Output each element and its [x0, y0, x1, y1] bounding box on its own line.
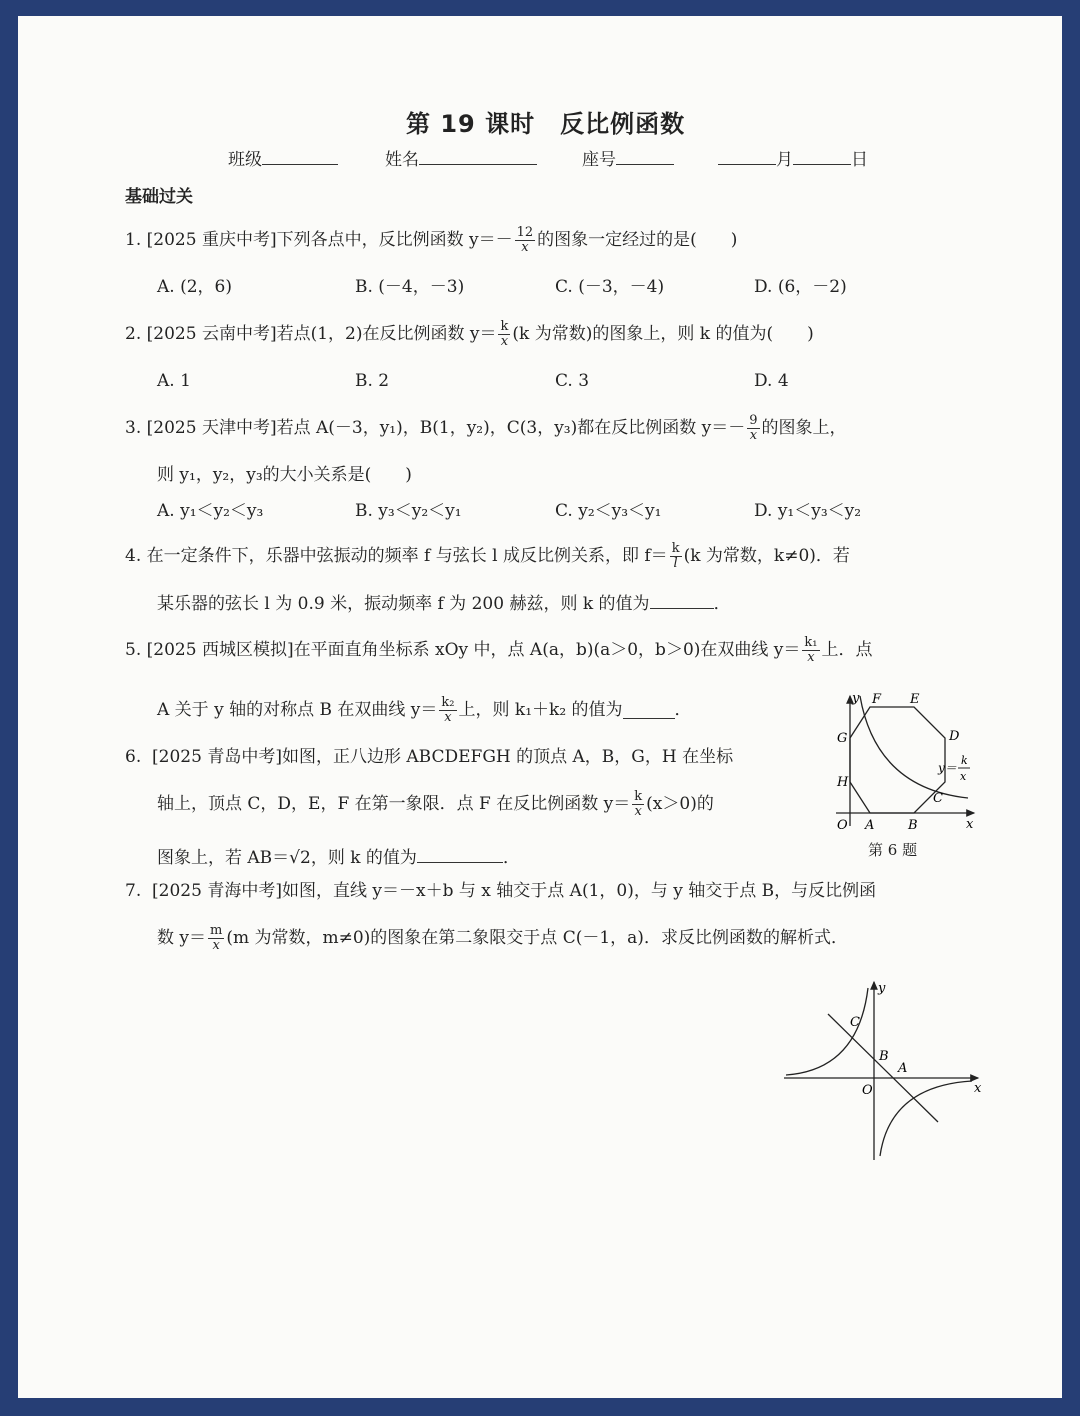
seat-field: [582, 148, 674, 171]
q3-option-d[interactable]: D. y₁＜y₃＜y₂: [754, 501, 862, 521]
q6-line-2: [157, 786, 714, 822]
q2-option-b[interactable]: B. 2: [355, 371, 390, 391]
q3-frac-num: 9: [749, 412, 758, 428]
q7-label-a: A: [898, 1061, 908, 1076]
question-7: [125, 880, 876, 902]
q5-end: ．: [674, 700, 692, 720]
q2-option-a[interactable]: A. 1: [157, 371, 191, 391]
q6-end: ．: [502, 848, 520, 868]
q7-line: [828, 1014, 938, 1122]
q6-curve-den: x: [960, 770, 967, 783]
q2-number: 2.: [125, 324, 142, 344]
class-field: [228, 148, 338, 171]
q6-frac-num: k: [634, 788, 643, 804]
q5-line-2: [157, 692, 692, 728]
q3-text-a: 若点 A(－3，y₁)，B(1，y₂)，C(3，y₃)都在反比例函数 y＝－: [276, 418, 746, 438]
q1-frac-den: x: [521, 239, 529, 255]
q1-option-b[interactable]: B. (－4，－3): [355, 277, 465, 297]
question-5: [125, 632, 873, 668]
q7-label-b: B: [879, 1049, 889, 1064]
q3-option-b[interactable]: B. y₃＜y₂＜y₁: [355, 501, 462, 521]
q1-option-c[interactable]: C. (－3，－4): [555, 277, 665, 297]
day-label: 日: [851, 150, 868, 170]
q6-label-x: x: [966, 817, 974, 832]
q5-line-2a: A 关于 y 轴的对称点 B 在双曲线 y＝: [157, 700, 438, 720]
q7-source: [2025 青海中考]: [152, 881, 282, 901]
worksheet-page: [18, 16, 1062, 1398]
q7-label-y: y: [878, 981, 886, 996]
section-heading: 基础过关: [125, 187, 193, 207]
q5-source: [2025 西城区模拟]: [146, 640, 294, 660]
q1-option-d[interactable]: D. (6，－2): [754, 277, 847, 297]
q6-label-c: C: [933, 791, 943, 806]
q5-frac-den: x: [807, 649, 815, 665]
q1-number: 1.: [125, 230, 142, 250]
q4-number: 4.: [125, 546, 142, 566]
q6-label-a: A: [865, 818, 875, 833]
q5-text-b: 上．点: [821, 640, 873, 660]
date-field: [718, 148, 868, 171]
q1-frac-num: 12: [516, 224, 534, 240]
q5-fraction-2: [439, 696, 456, 725]
month-blank[interactable]: [718, 148, 776, 165]
q2-frac-num: k: [500, 318, 509, 334]
q6-fraction: [632, 790, 644, 819]
q5-fraction: [802, 636, 819, 665]
q6-frac-den: x: [634, 803, 642, 819]
class-label: 班级: [228, 150, 262, 170]
q7-label-o: O: [862, 1083, 873, 1098]
q6-caption: 第 6 题: [868, 841, 918, 859]
q6-octagon: [850, 707, 945, 813]
q7-line-2b: (m 为常数，m≠0)的图象在第二象限交于点 C(－1，a)．求反比例函数的解析式．: [226, 928, 848, 948]
month-label: 月: [776, 150, 793, 170]
q4-end: ．: [713, 594, 731, 614]
q7-frac-den: x: [212, 937, 220, 953]
q1-fraction: [515, 226, 536, 255]
q3-frac-den: x: [749, 427, 758, 443]
q6-curve-num: k: [961, 754, 968, 767]
q2-source: [2025 云南中考]: [146, 324, 277, 344]
q3-text-b: 的图象上，: [761, 418, 847, 438]
q2-frac-den: x: [500, 333, 509, 349]
q6-label-o: O: [837, 818, 848, 833]
q6-label-h: H: [837, 775, 849, 790]
q7-line-2: [157, 920, 848, 956]
q5-answer-blank[interactable]: [623, 702, 675, 719]
question-1: [125, 222, 737, 258]
q7-fraction: [208, 924, 224, 953]
q6-figure: [828, 688, 980, 834]
q7-line-2a: 数 y＝: [157, 928, 207, 948]
q2-text-b: (k 为常数)的图象上，则 k 的值为( ): [512, 324, 814, 344]
q1-option-a[interactable]: A. (2，6): [157, 277, 232, 297]
q6-line-3a: 图象上，若 AB＝√2，则 k 的值为: [157, 848, 417, 868]
q3-line-2: 则 y₁，y₂，y₃的大小关系是( ): [157, 465, 412, 485]
page-title: 第 19 课时 反比例函数: [406, 110, 686, 138]
q7-text-a: 如图，直线 y＝－x＋b 与 x 轴交于点 A(1，0)，与 y 轴交于点 B，与反比例函: [281, 881, 877, 901]
q2-text-a: 若点(1，2)在反比例函数 y＝: [276, 324, 497, 344]
q3-option-c[interactable]: C. y₂＜y₃＜y₁: [555, 501, 662, 521]
name-field: [385, 148, 537, 171]
q6-line-2a: 轴上，顶点 C，D，E，F 在第一象限．点 F 在反比例函数 y＝: [157, 794, 631, 814]
q5-line-2b: 上，则 k₁＋k₂ 的值为: [458, 700, 623, 720]
q5-text-a: 在平面直角坐标系 xOy 中，点 A(a，b)(a＞0，b＞0)在双曲线 y＝: [293, 640, 801, 660]
q4-text-a: 在一定条件下，乐器中弦振动的频率 f 与弦长 l 成反比例关系，即 f＝: [146, 546, 668, 566]
question-3: [125, 410, 847, 446]
question-2: [125, 316, 814, 352]
q6-curve-lhs: y＝: [938, 761, 957, 775]
q3-source: [2025 天津中考]: [146, 418, 277, 438]
q7-frac-num: m: [210, 922, 223, 938]
q5-number: 5.: [125, 640, 142, 660]
day-blank[interactable]: [793, 148, 851, 165]
q7-figure: [780, 978, 985, 1164]
q7-label-x: x: [974, 1081, 982, 1096]
q6-label-y: y: [852, 691, 860, 706]
q7-hyperbola-q2: [786, 988, 868, 1075]
q1-source: [2025 重庆中考]: [146, 230, 277, 250]
q5-frac2-den: x: [444, 709, 452, 725]
q6-label-g: G: [837, 731, 848, 746]
q6-line-2b: (x＞0)的: [646, 794, 714, 814]
q2-fraction: [498, 320, 510, 349]
q5-frac2-num: k₂: [441, 694, 455, 710]
q4-answer-blank[interactable]: [650, 592, 714, 609]
q6-text-a: 如图，正八边形 ABCDEFGH 的顶点 A，B，G，H 在坐标: [281, 747, 734, 767]
name-label: 姓名: [385, 150, 419, 170]
class-blank[interactable]: [262, 148, 338, 165]
q7-hyperbola-q4: [880, 1081, 972, 1156]
q6-line-3: [157, 846, 520, 869]
q6-number: 6.: [125, 747, 142, 767]
q6-label-e: E: [910, 692, 920, 707]
q4-line-2-text: 某乐器的弦长 l 为 0.9 米，振动频率 f 为 200 赫兹，则 k 的值为: [157, 594, 650, 614]
q6-hyperbola: [860, 696, 968, 798]
q6-label-f: F: [872, 692, 882, 707]
seat-label: 座号: [582, 150, 616, 170]
q6-label-d: D: [949, 729, 960, 744]
q4-fraction: [670, 542, 682, 571]
seat-blank[interactable]: [616, 148, 674, 165]
q4-frac-den: l: [673, 555, 678, 571]
q2-option-c[interactable]: C. 3: [555, 371, 590, 391]
q1-text-a: 下列各点中，反比例函数 y＝－: [276, 230, 513, 250]
q6-source: [2025 青岛中考]: [152, 747, 282, 767]
q3-fraction: [747, 414, 759, 443]
q3-number: 3.: [125, 418, 142, 438]
q7-number: 7.: [125, 881, 142, 901]
q7-label-c: C: [850, 1015, 860, 1030]
question-6: [125, 746, 733, 768]
q4-text-b: (k 为常数，k≠0)．若: [683, 546, 850, 566]
q1-text-b: 的图象一定经过的是( ): [537, 230, 738, 250]
q6-answer-blank[interactable]: [417, 846, 503, 863]
q4-frac-num: k: [671, 540, 680, 556]
q2-option-d[interactable]: D. 4: [754, 371, 789, 391]
q3-option-a[interactable]: A. y₁＜y₂＜y₃: [157, 501, 264, 521]
name-blank[interactable]: [419, 148, 537, 165]
q4-line-2: [157, 592, 731, 615]
question-4: [125, 538, 850, 574]
q6-label-b: B: [908, 818, 918, 833]
q5-frac-num: k₁: [804, 634, 818, 650]
